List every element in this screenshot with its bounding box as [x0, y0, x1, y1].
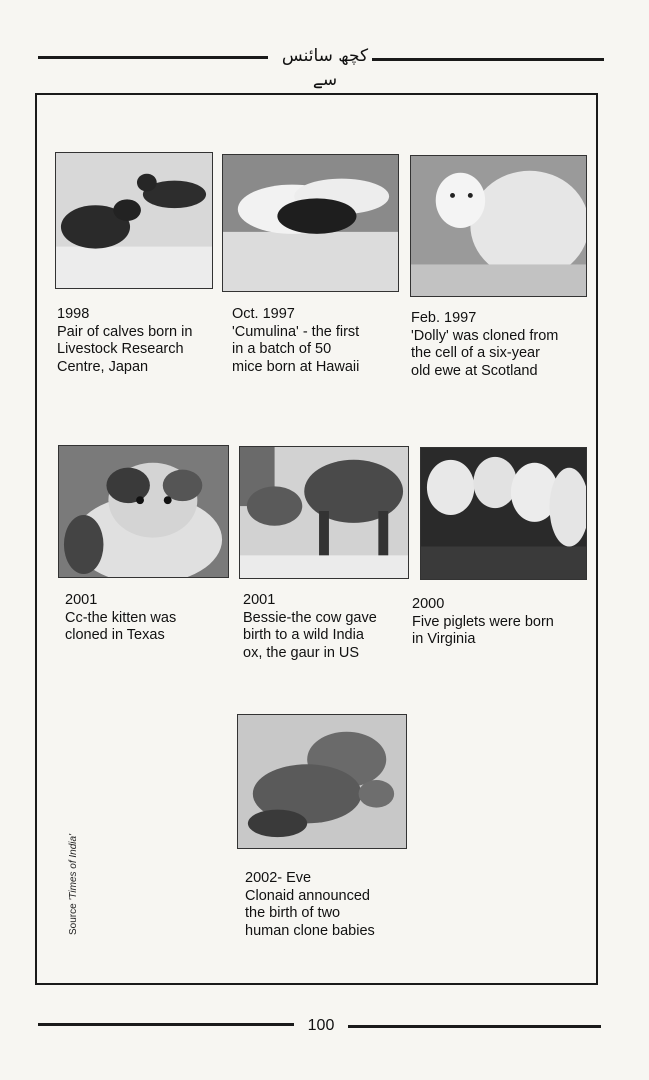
caption-line: in a batch of 50: [232, 341, 332, 357]
page-number: 100: [307, 1017, 335, 1034]
caption-year: 2000: [412, 596, 445, 612]
caption-line: Centre, Japan: [57, 358, 149, 375]
photo-cow-gaur: [239, 446, 409, 579]
caption-eve: [245, 870, 375, 940]
footer-rule-left: [38, 1023, 294, 1026]
caption-line: cloned in Texas: [65, 627, 165, 643]
caption-line: 'Cumulina' - the first: [232, 323, 360, 340]
header-rule-left: [38, 56, 268, 59]
caption-piglets: [412, 596, 554, 649]
caption-line: human clone babies: [245, 922, 375, 939]
caption-line: 'Dolly' was cloned from: [411, 327, 559, 344]
caption-line: old ewe at Scotland: [411, 362, 538, 379]
caption-year: 1998: [57, 306, 90, 322]
photo-eve: [237, 714, 407, 849]
caption-year: Oct. 1997: [232, 306, 295, 322]
caption-year: 2001: [65, 592, 98, 608]
source-name: 'Times of India': [68, 833, 79, 901]
caption-line: the cell of a six-year: [411, 345, 540, 361]
caption-year: 2002- Eve: [245, 870, 312, 886]
header-rule-right: [372, 58, 604, 61]
footer-rule-right: [348, 1025, 601, 1028]
caption-year: 2001: [243, 592, 276, 608]
caption-calves: [57, 306, 192, 376]
photo-sheep-dolly: [410, 155, 587, 297]
page-header-title: کچھ سائنس سے: [281, 46, 369, 90]
caption-year: Feb. 1997: [411, 310, 477, 326]
caption-line: Cc-the kitten was: [65, 609, 177, 626]
caption-line: Pair of calves born in: [57, 323, 193, 340]
source-prefix: Source: [68, 903, 79, 935]
caption-line: in Virginia: [412, 631, 476, 647]
photo-calves: [55, 152, 213, 289]
caption-line: Bessie-the cow gave: [243, 609, 377, 626]
caption-cow: [243, 592, 377, 662]
source-credit: [68, 834, 79, 935]
caption-mice: [232, 306, 359, 376]
caption-line: Five piglets were born: [412, 613, 554, 630]
photo-mice: [222, 154, 399, 292]
caption-sheep: [411, 310, 558, 380]
caption-line: the birth of two: [245, 905, 341, 921]
caption-line: Clonaid announced: [245, 887, 370, 904]
photo-kitten: [58, 445, 229, 578]
caption-line: birth to a wild India: [243, 627, 364, 643]
photo-piglets: [420, 447, 587, 580]
caption-line: Livestock Research: [57, 341, 184, 357]
caption-line: mice born at Hawaii: [232, 358, 360, 375]
caption-kitten: [65, 592, 176, 645]
caption-line: ox, the gaur in US: [243, 644, 360, 661]
